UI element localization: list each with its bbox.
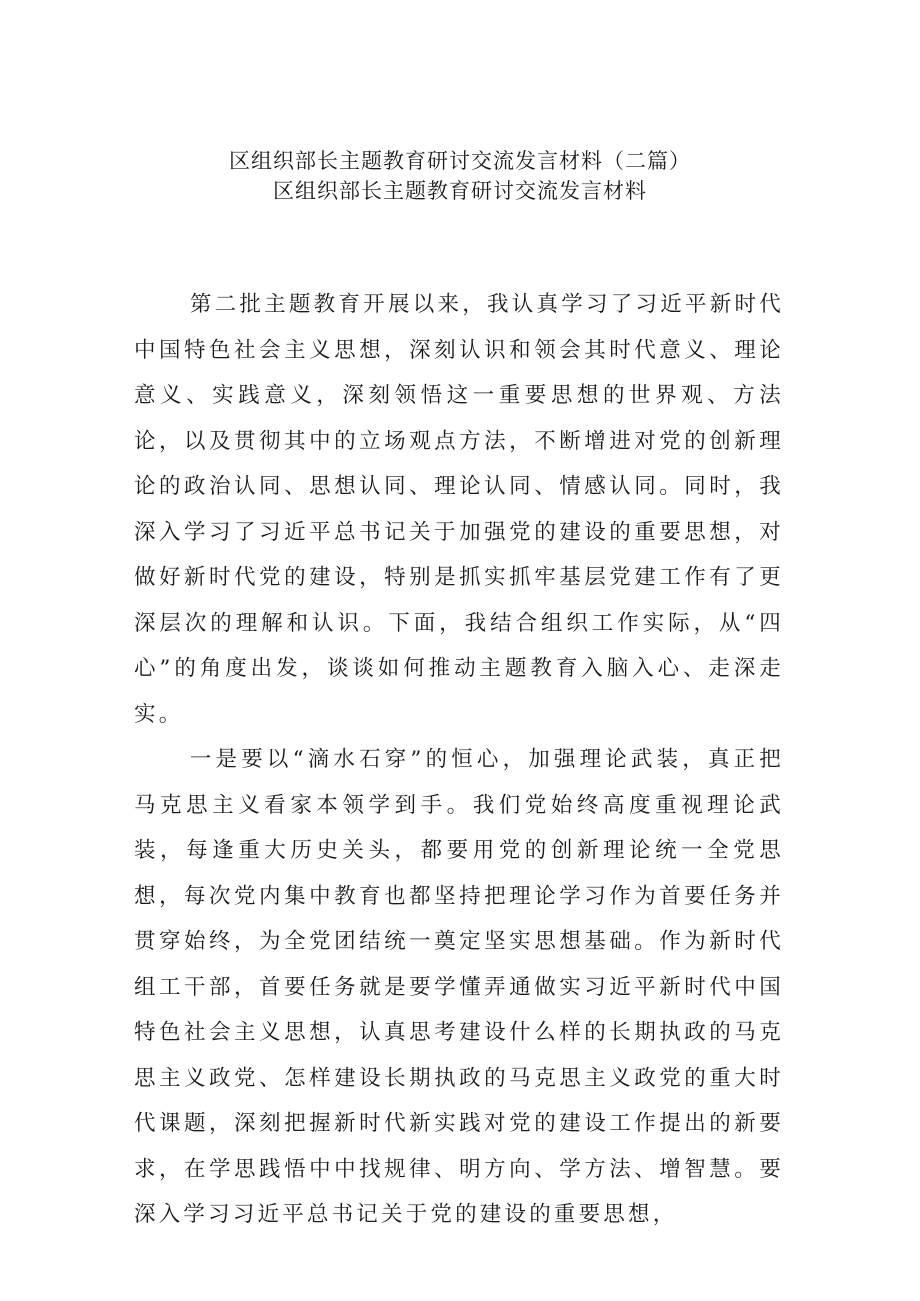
body-paragraph: 一是要以“滴水石穿”的恒心，加强理论武装，真正把马克思主义看家本领学到手。我们党始终高度重视理论武装，每逢重大历史关头，都要用党的创新理论统一全党思想，每次党内集中教育也都坚持把理论学习作为首要任务并贯穿始终，为全党团结统一奠定坚实思想基础。作为新时代组工干部，首要任务就是要学懂弄通做实习近平新时代中国特色社会主义思想，认真思考建设什么样的长期执政的马克思主义政党、怎样建设长期执政的马克思主义政党的重大时代课题，深刻把握新时代新实践对党的建设工作提出的新要求，在学思践悟中中找规律、明方向、学方法、增智慧。要深入学习习近平总书记关于党的建设的重要思想， (134, 747, 784, 1227)
document-subtitle: 区组织部长主题教育研讨交流发言材料 (273, 179, 647, 203)
body-paragraph: 第二批主题教育开展以来，我认真学习了习近平新时代中国特色社会主义思想，深刻认识和领会其时代意义、理论意义、实践意义，深刻领悟这一重要思想的世界观、方法论，以及贯彻其中的立场观点方法，不断增进对党的创新理论的政治认同、思想认同、理论认同、情感认同。同时，我深入学习了习近平总书记关于加强党的建设的重要思想，对做好新时代党的建设，特别是抓实抓牢基层党建工作有了更深层次的理解和认识。下面，我结合组织工作实际，从“四心”的角度出发，谈谈如何推动主题教育入脑入心、走深走实。 (134, 292, 784, 727)
document-title: 区组织部长主题教育研讨交流发言材料（二篇） (229, 149, 691, 173)
title-block (0, 146, 920, 206)
document-body (134, 282, 784, 1238)
